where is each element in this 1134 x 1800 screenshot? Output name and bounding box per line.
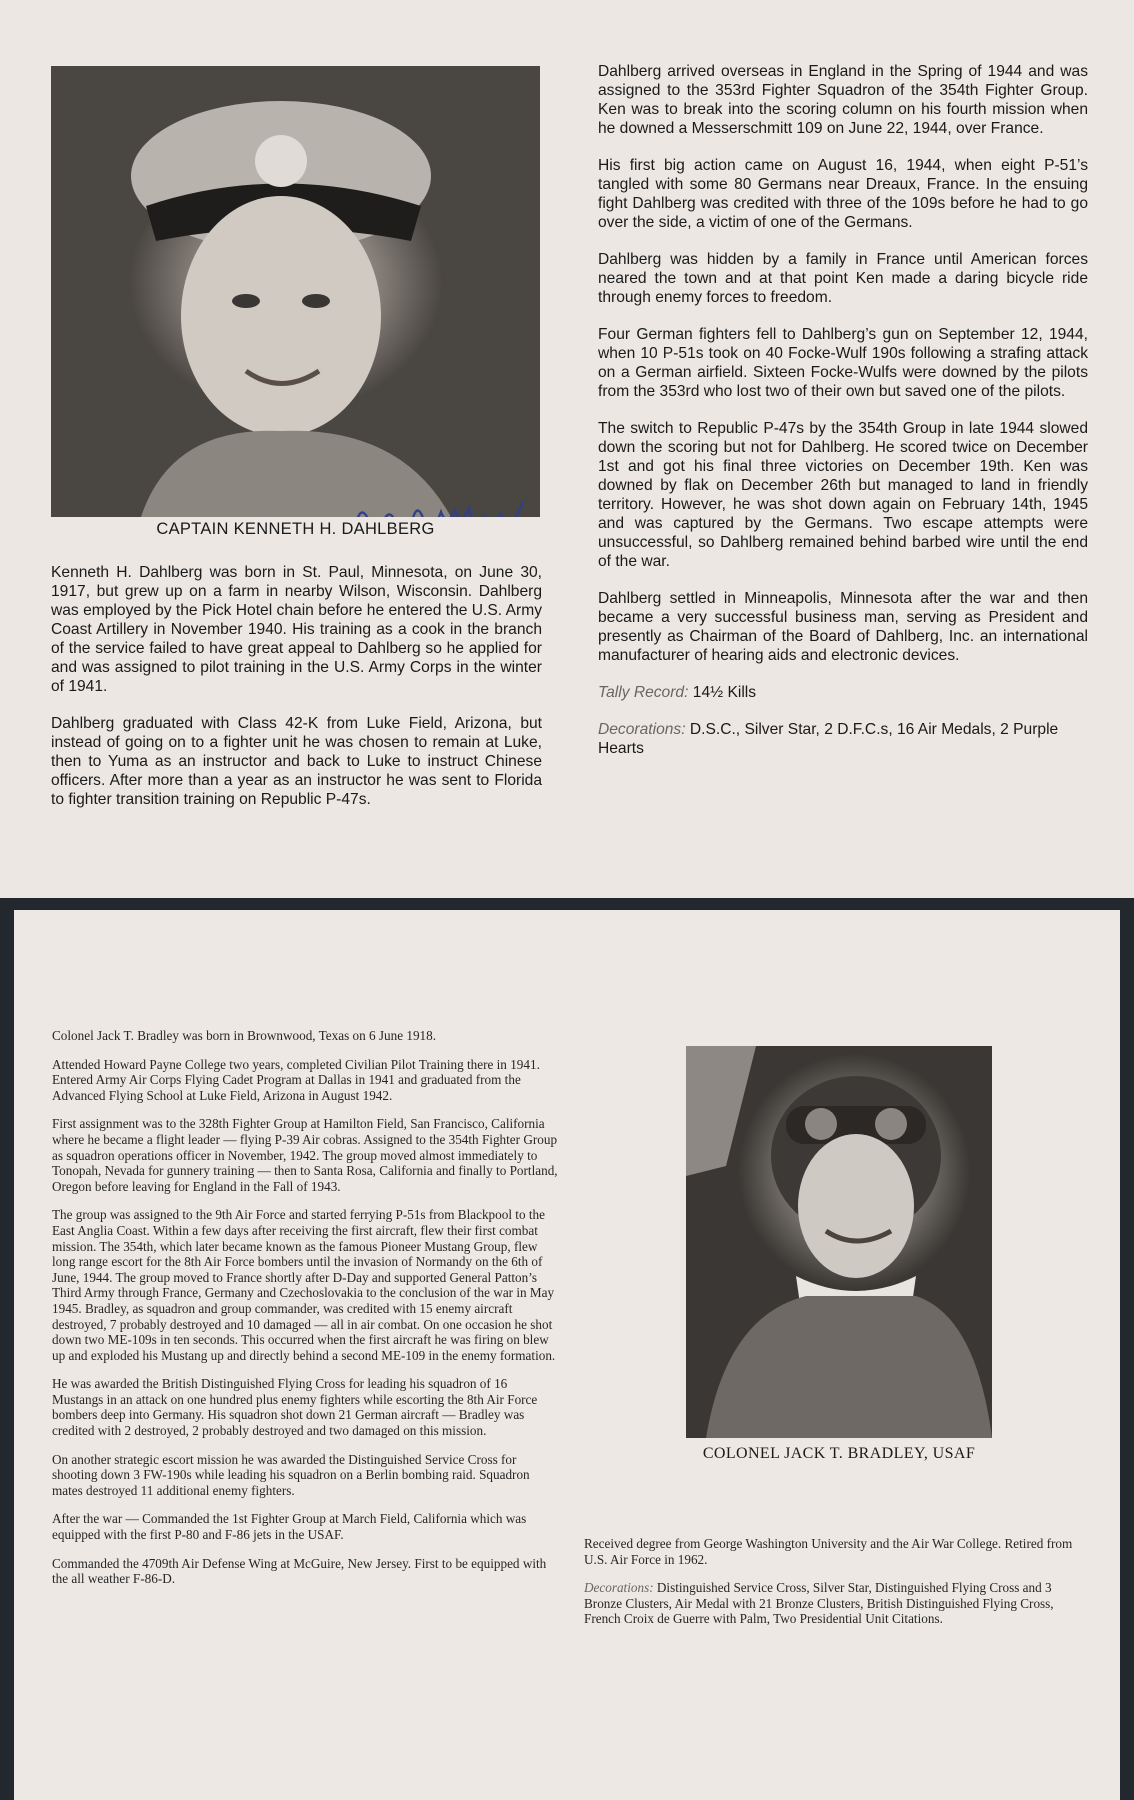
decorations-value: D.S.C., Silver Star, 2 D.F.C.s, 16 Air Medals, 2 Purple Hearts (598, 721, 1059, 757)
biography-right-column (598, 62, 1088, 776)
bio-paragraph: Dahlberg arrived overseas in England in the Spring of 1944 and was assigned to the 353rd Fighter Squadron of the 354th Fighter Group. Ken was to break into the scoring column on his fourth mission when he downed a Messerschmitt 109 on June 22, 1944, over France. (598, 63, 1088, 137)
bio-paragraph: On another strategic escort mission he was awarded the Distinguished Service Cross for shooting down 3 FW-190s while leading his squadron on a Berlin bombing raid. Squadron mates destroyed 11 additional enemy fighters. (52, 1451, 530, 1498)
page-dahlberg (0, 0, 1134, 898)
bio-paragraph: Received degree from George Washington University and the Air War College. Retired from U.S. Air Force in 1962. (584, 1536, 1073, 1567)
biography-right-column (584, 1536, 1084, 1640)
biography-left-column (52, 1028, 558, 1600)
decorations (598, 720, 1088, 758)
autograph-signature (351, 488, 531, 517)
bio-paragraph: Commanded the 4709th Air Defense Wing at McGuire, New Jersey. First to be equipped with the all weather F-86-D. (52, 1555, 547, 1587)
portrait-photo-bradley (686, 1046, 992, 1438)
portrait-illustration (686, 1046, 992, 1438)
decorations-label: Decorations: (584, 1580, 654, 1596)
bio-paragraph: He was awarded the British Distinguished Flying Cross for leading his squadron of 16 Mustangs in an attack on one hundred plus enemy fighters while escorting the 8th Air Force bombers deep into Germany. His squadron shot down 21 German aircraft — Bradley was credited with 2 destroyed, 2 probably destroyed and two damaged on this mission. (52, 1376, 538, 1439)
decorations-label: Decorations: (598, 721, 686, 738)
bio-paragraph: Colonel Jack T. Bradley was born in Brownwood, Texas on 6 June 1918. (52, 1028, 437, 1043)
decorations-value: Distinguished Service Cross, Silver Star, Distinguished Flying Cross and 3 Bronze Clusters, Air Medal with 21 Bronze Clusters, British Distinguished Flying Cross, French Croix de Guerre with Palm, Two Presidential Unit Citations. (584, 1580, 1054, 1627)
bio-paragraph: His first big action came on August 16, 1944, when eight P-51’s tangled with some 80 Germans near Dreaux, France. In the ensuing fight Dahlberg was credited with three of the 109s before he had to go over the side, a victim of one of the Germans. (598, 157, 1088, 231)
bio-paragraph: The switch to Republic P-47s by the 354th Group in late 1944 slowed down the scoring but not for Dahlberg. He scored twice on December 1st and got his final three victories on December 19th. Ken was downed by flak on December 26th but managed to land in friendly territory. However, he was shot down again on February 14th, 1945 and was captured by the Germans. Two escape attempts were unsuccessful, so Dahlberg remained behind barbed wire until the end of the war. (598, 420, 1088, 570)
bio-paragraph: After the war — Commanded the 1st Fighter Group at March Field, California which was equipped with the first P-80 and F-86 jets in the USAF. (52, 1511, 527, 1543)
page-bradley (14, 910, 1120, 1800)
bio-paragraph: Dahlberg was hidden by a family in France until American forces neared the town and at that point Ken made a daring bicycle ride through enemy forces to freedom. (598, 251, 1088, 306)
bio-paragraph: The group was assigned to the 9th Air Force and started ferrying P-51s from Blackpool to the East Anglia Coast. Within a few days after receiving the first aircraft, flew their first combat mission. The 354th, which later became known as the famous Pioneer Mustang Group, flew long range escort for the 8th Air Force bombers until the invasion of Normandy on the 6th of June, 1944. The group moved to France shortly after D-Day and supported General Patton’s Third Army through France, Germany and Czechoslovakia to the conclusion of the war in May 1945. Bradley, as squadron and group commander, was credited with 15 enemy aircraft destroyed, 7 probably destroyed and 10 damaged — all in air combat. On one occasion he shot down two ME-109s in ten seconds. This occurred when the first aircraft he was firing on blew up and exploded his Mustang up and directly behind a second ME-109 in the enemy formation. (52, 1207, 556, 1363)
photo-caption: COLONEL JACK T. BRADLEY, USAF (702, 1445, 976, 1462)
portrait-illustration (51, 66, 540, 517)
decorations (584, 1580, 1084, 1627)
bio-paragraph: Four German fighters fell to Dahlberg’s gun on September 12, 1944, when 10 P-51s took on 40 Focke-Wulf 190s following a strafing attack on a German airfield. Sixteen Focke-Wulfs were downed by the pilots from the 353rd who lost two of their own but saved one of the pilots. (598, 326, 1088, 400)
bio-paragraph: Attended Howard Payne College two years, completed Civilian Pilot Training there in 1941. Entered Army Air Corps Flying Cadet Program at Dallas in 1941 and graduated from the Advanced Flying School at Luke Field, Arizona in August 1942. (52, 1056, 540, 1103)
tally-record (598, 683, 1088, 702)
bio-paragraph: First assignment was to the 328th Fighter Group at Hamilton Field, San Francisco, California where he became a flight leader — flying P-39 Air cobras. Assigned to the 354th Fighter Group as squadron operations officer in November, 1942. The group moved almost immediately to Tonopah, Nevada for gunnery training — then to Santa Rosa, California and finally to Portland, Oregon before leaving for England in the Fall of 1943. (52, 1116, 558, 1194)
photo-caption: CAPTAIN KENNETH H. DAHLBERG (156, 520, 435, 538)
portrait-photo-dahlberg (51, 66, 540, 517)
biography-left-column (51, 563, 542, 827)
tally-label: Tally Record: (598, 684, 689, 701)
bio-paragraph: Dahlberg settled in Minneapolis, Minnesota after the war and then became a very successful business man, serving as President and presently as Chairman of the Board of Dahlberg, Inc. an international manufacturer of hearing aids and electronic devices. (598, 590, 1088, 664)
tally-value: 14½ Kills (692, 684, 757, 701)
bio-paragraph: Dahlberg graduated with Class 42-K from Luke Field, Arizona, but instead of going on to a fighter unit he was chosen to remain at Luke, then to Yuma as an instructor and back to Luke to instruct Chinese officers. After more than a year as an instructor he was sent to Florida to fighter transition training on Republic P-47s. (51, 715, 542, 808)
bio-paragraph: Kenneth H. Dahlberg was born in St. Paul, Minnesota, on June 30, 1917, but grew up on a farm in nearby Wilson, Wisconsin. Dahlberg was employed by the Pick Hotel chain before he entered the U.S. Army Coast Artillery in November 1940. His training as a cook in the branch of the service failed to have great appeal to Dahlberg so he applied for and was assigned to pilot training in the U.S. Army Corps in the winter of 1941. (51, 564, 542, 695)
